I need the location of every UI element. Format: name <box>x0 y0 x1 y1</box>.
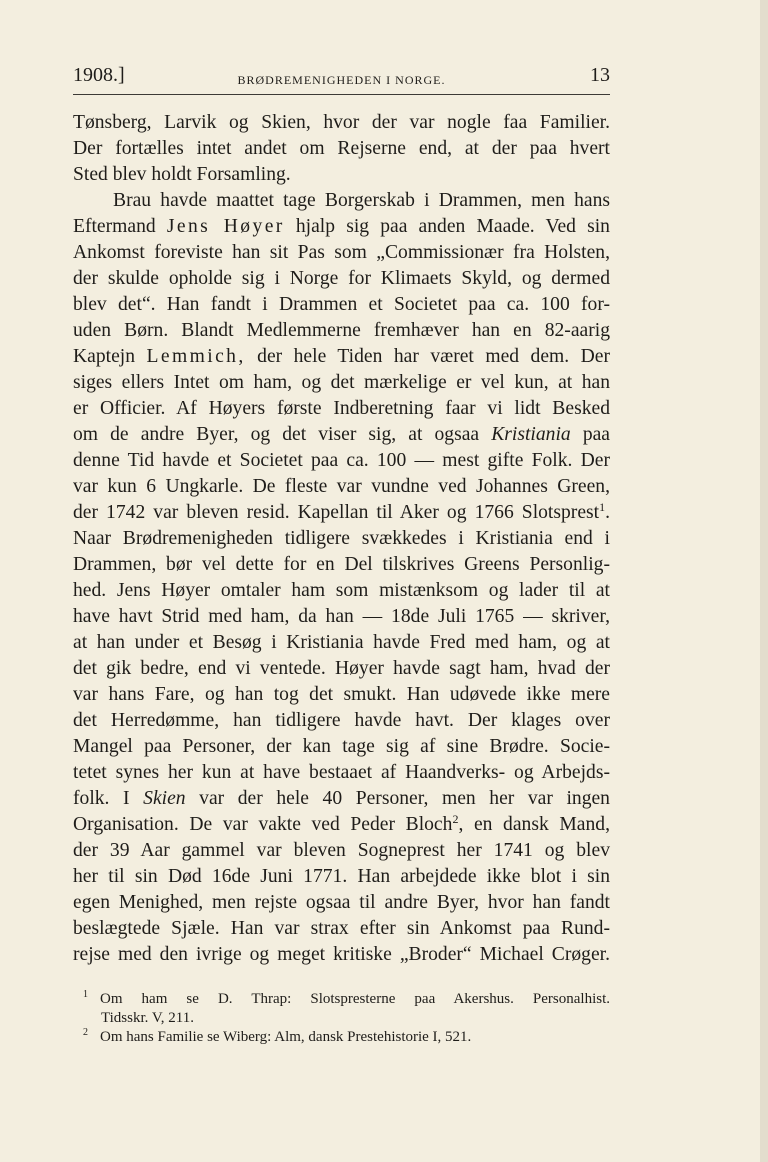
text-line <box>73 786 610 812</box>
person-name: Lemmich, <box>146 346 246 367</box>
text-run: der hele Tiden har været med dem. Der <box>257 346 610 367</box>
running-title: BRØDREMENIGHEDEN I NORGE. <box>237 73 446 87</box>
footnote-text: Om hans Familie se Wiberg: Alm, dansk Prestehistorie I, 521. <box>100 1029 472 1045</box>
text-line: Sted blev holdt Forsamling. <box>73 164 291 185</box>
header-year: 1908.] <box>73 64 125 86</box>
text-line: denne Tid havde et Societet paa ca. 100 — mest gifte Folk. Der <box>73 450 610 471</box>
text-line: rejse med den ivrige og meget kritiske „Broder“ Michael Crøger. <box>73 944 610 965</box>
text-line: Naar Brødremenigheden tidligere svækkedes i Kristiania end i <box>73 528 610 549</box>
footnote-mark: 2 <box>83 1027 88 1038</box>
footnote-ref: 1 <box>599 500 606 514</box>
text-line <box>73 214 610 240</box>
text-line: Ankomst foreviste han sit Pas som „Commissionær fra Holsten, <box>73 242 610 263</box>
footnotes <box>73 990 610 1047</box>
text-line: Tønsberg, Larvik og Skien, hvor der var nogle faa Familier. <box>73 112 610 133</box>
text-line: her til sin Død 16de Juni 1771. Han arbejdede ikke blot i sin <box>73 866 610 887</box>
text-line: uden Børn. Blandt Medlemmerne fremhæver han en 82-aarig <box>73 320 610 341</box>
text-line: tetet synes her kun at have bestaaet af Haandverks- og Arbejds- <box>73 762 610 783</box>
text-line: det Herredømme, han tidligere havde havt. Der klages over <box>73 710 610 731</box>
text-line: siges ellers Intet om ham, og det mærkelige er vel kun, at han <box>73 372 610 393</box>
text-line: var hans Fare, og han tog det smukt. Han udøvede ikke mere <box>73 684 610 705</box>
place-name: Kristiania <box>491 424 571 445</box>
person-name: Jens Høyer <box>166 216 285 237</box>
text-line: Brau havde maattet tage Borgerskab i Drammen, men hans <box>113 190 610 211</box>
text-run: folk. I <box>73 788 130 809</box>
text-run: Kaptejn <box>73 346 136 367</box>
text-line <box>73 500 610 526</box>
text-run: var der hele 40 Personer, men her var ingen <box>199 788 610 809</box>
text-line: egen Menighed, men rejste ogsaa til andre Byer, hvor han fandt <box>73 892 610 913</box>
text-line: beslægtede Sjæle. Han var strax efter sin Ankomst paa Rund- <box>73 918 610 939</box>
text-line <box>73 422 610 448</box>
text-run: , en dansk Mand, <box>458 814 610 835</box>
place-name: Skien <box>143 788 186 809</box>
body-text <box>73 110 610 968</box>
footnote-1-cont: Tidsskr. V, 211. <box>101 1010 194 1026</box>
text-line <box>73 344 610 370</box>
footnote-1 <box>73 990 610 1009</box>
text-line: der skulde opholde sig i Norge for Klimaets Skyld, og dermed <box>73 268 610 289</box>
text-line: er Officier. Af Høyers første Indberetning faar vi lidt Besked <box>73 398 610 419</box>
text-line: der 39 Aar gammel var bleven Sogneprest her 1741 og blev <box>73 840 610 861</box>
text-run: paa <box>582 424 611 445</box>
text-line: hed. Jens Høyer omtaler ham som mistænksom og lader til at <box>73 580 610 601</box>
footnote-2 <box>73 1028 610 1047</box>
text-line: have havt Strid med ham, da han — 18de Juli 1765 — skriver, <box>73 606 610 627</box>
text-run: Eftermand <box>73 216 156 237</box>
text-line: Der fortælles intet andet om Rejserne end, at der paa hvert <box>73 138 610 159</box>
text-line: blev det“. Han fandt i Drammen et Societet paa ca. 100 for- <box>73 294 610 315</box>
text-line <box>73 812 610 838</box>
text-run: hjalp sig paa anden Maade. Ved sin <box>295 216 610 237</box>
running-header <box>73 64 610 95</box>
text-line: Drammen, bør vel dette for en Del tilskrives Greens Personlig- <box>73 554 610 575</box>
text-run: om de andre Byer, og det viser sig, at ogsaa <box>73 424 480 445</box>
text-run: Organisation. De var vakte ved Peder Bloch <box>73 814 453 835</box>
text-run: . <box>605 502 610 523</box>
footnote-mark: 1 <box>83 989 88 1000</box>
text-line: var kun 6 Ungkarle. De fleste var vundne ved Johannes Green, <box>73 476 610 497</box>
text-line: at han under et Besøg i Kristiania havde Fred med ham, og at <box>73 632 610 653</box>
footnote-ref: 2 <box>452 812 459 826</box>
page-edge <box>760 0 768 1162</box>
text-run: der 1742 var bleven resid. Kapellan til Aker og 1766 Slotsprest <box>73 502 600 523</box>
page-number: 13 <box>590 64 610 86</box>
text-line: det gik bedre, end vi ventede. Høyer havde sagt ham, hvad der <box>73 658 610 679</box>
text-line: Mangel paa Personer, der kan tage sig af sine Brødre. Socie- <box>73 736 610 757</box>
footnote-text: Om ham se D. Thrap: Slotspresterne paa Akershus. Personalhist. <box>100 991 610 1007</box>
